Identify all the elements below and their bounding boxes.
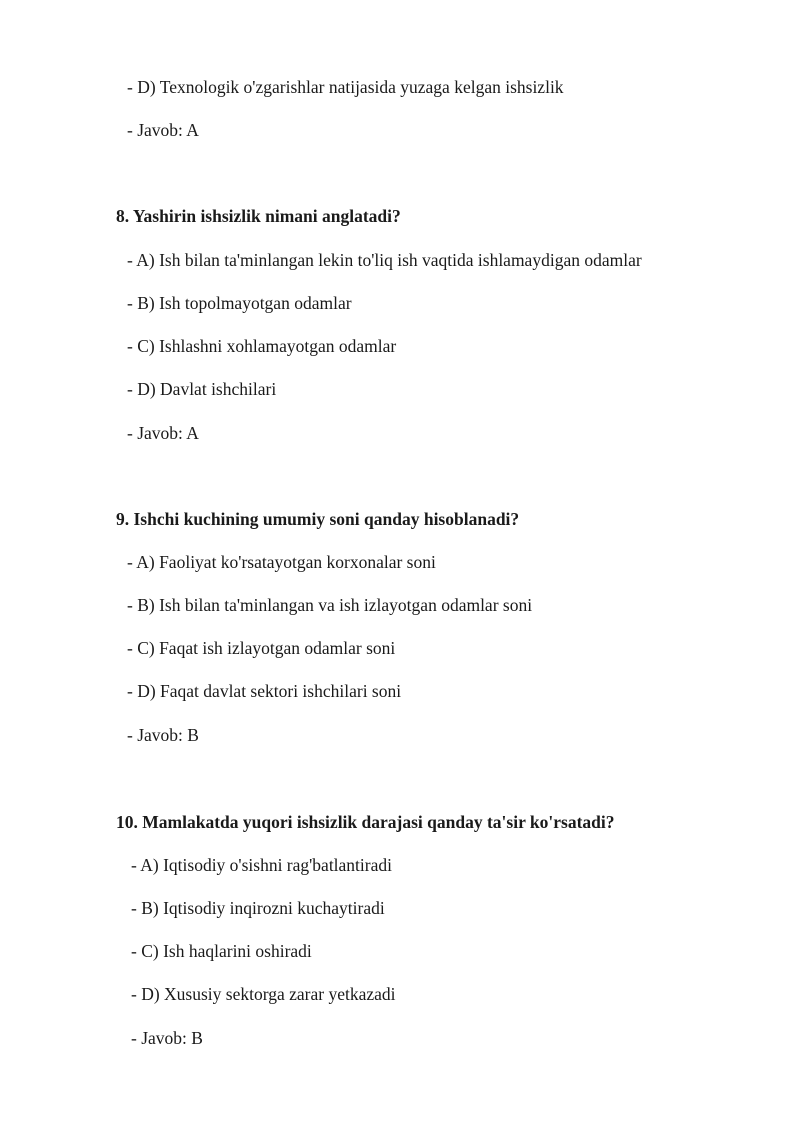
q10-option-c: - C) Ish haqlarini oshiradi: [131, 941, 312, 961]
q8-option-b: - B) Ish topolmayotgan odamlar: [127, 293, 352, 313]
q9-option-b: - B) Ish bilan ta'minlangan va ish izlayotgan odamlar soni: [127, 595, 533, 615]
q8-option-a: - A) Ish bilan ta'minlangan lekin to'liq ish vaqtida ishlamaydigan odamlar: [127, 250, 642, 270]
q9-option-d: - D) Faqat davlat sektori ishchilari soni: [127, 681, 402, 701]
q9-answer: - Javob: B: [127, 725, 199, 745]
q10-option-d: - D) Xususiy sektorga zarar yetkazadi: [131, 984, 396, 1004]
q9-option-a: - A) Faoliyat ko'rsatayotgan korxonalar soni: [127, 552, 436, 572]
q8-option-c: - C) Ishlashni xohlamayotgan odamlar: [127, 336, 397, 356]
q10-option-a: - A) Iqtisodiy o'sishni rag'batlantiradi: [131, 855, 392, 875]
q8-title: 8. Yashirin ishsizlik nimani anglatadi?: [116, 206, 401, 226]
q7-option-d: - D) Texnologik o'zgarishlar natijasida yuzaga kelgan ishsizlik: [127, 77, 564, 97]
q10-option-b: - B) Iqtisodiy inqirozni kuchaytiradi: [131, 898, 385, 918]
q8-answer: - Javob: A: [127, 423, 199, 443]
q9-option-c: - C) Faqat ish izlayotgan odamlar soni: [127, 638, 396, 658]
q10-answer: - Javob: B: [131, 1028, 203, 1048]
q8-option-d: - D) Davlat ishchilari: [127, 379, 277, 399]
q9-title: 9. Ishchi kuchining umumiy soni qanday hisoblanadi?: [116, 509, 520, 529]
q10-title: 10. Mamlakatda yuqori ishsizlik darajasi qanday ta'sir ko'rsatadi?: [116, 812, 615, 832]
q7-answer: - Javob: A: [127, 120, 199, 140]
